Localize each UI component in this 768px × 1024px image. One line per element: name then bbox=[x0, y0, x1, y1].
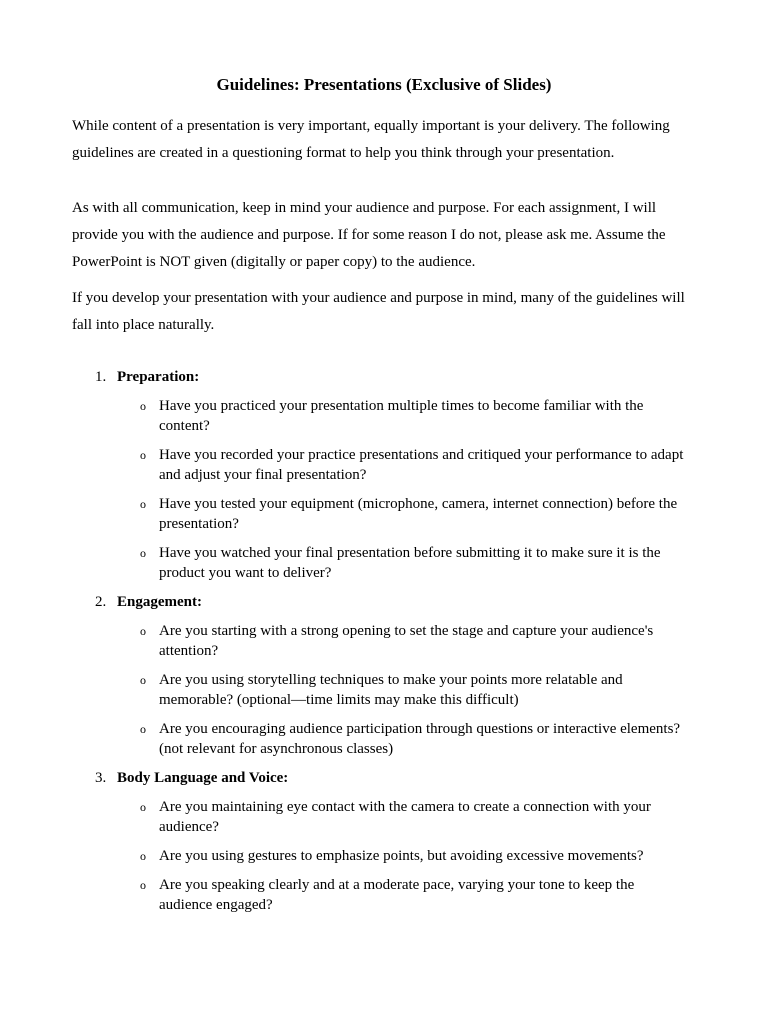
list-item bbox=[72, 797, 696, 837]
bullet-text: Have you practiced your presentation multiple times to become familiar with the content? bbox=[159, 398, 644, 434]
bullet-marker: o bbox=[140, 849, 146, 863]
bullet-marker: o bbox=[140, 800, 146, 814]
bullet-text: Are you encouraging audience participation through questions or interactive elements? (not relevant for asynchronous classes) bbox=[159, 721, 681, 757]
bullet-text: Are you starting with a strong opening to set the stage and capture your audience's attention? bbox=[159, 623, 654, 659]
section-number: 1. bbox=[95, 369, 107, 385]
bullet-marker: o bbox=[140, 546, 146, 560]
section-heading bbox=[72, 367, 696, 387]
section-engagement bbox=[72, 592, 696, 759]
intro-paragraph: While content of a presentation is very important, equally important is your delivery. The following guidelines are created in a questioning format to help you think through your presentation. bbox=[72, 118, 670, 161]
list-item bbox=[72, 543, 696, 583]
section-preparation bbox=[72, 367, 696, 583]
list-item bbox=[72, 494, 696, 534]
bullet-text: Have you watched your final presentation before submitting it to make sure it is the product you want to deliver? bbox=[159, 545, 661, 581]
audience-paragraph: As with all communication, keep in mind your audience and purpose. For each assignment, I will provide you with the audience and purpose. If for some reason I do not, please ask me. Assume the PowerPoint is NOT given (digitally or paper copy) to the audience. bbox=[72, 200, 666, 270]
list-item bbox=[72, 670, 696, 710]
bullet-marker: o bbox=[140, 497, 146, 511]
bullet-marker: o bbox=[140, 399, 146, 413]
bullet-marker: o bbox=[140, 448, 146, 462]
guideline-sections bbox=[72, 367, 696, 915]
section-number: 3. bbox=[95, 770, 107, 786]
bullet-list bbox=[72, 396, 696, 583]
section-title: Body Language and Voice: bbox=[117, 770, 289, 786]
bullet-text: Are you using gestures to emphasize points, but avoiding excessive movements? bbox=[159, 848, 644, 864]
list-item bbox=[72, 846, 696, 866]
section-title: Engagement: bbox=[117, 594, 202, 610]
bullet-list bbox=[72, 621, 696, 759]
bullet-marker: o bbox=[140, 624, 146, 638]
bullet-text: Are you using storytelling techniques to make your points more relatable and memorable? (optional—time limits may make this difficult) bbox=[159, 672, 623, 708]
bullet-marker: o bbox=[140, 722, 146, 736]
section-title: Preparation: bbox=[117, 369, 200, 385]
list-item bbox=[72, 875, 696, 915]
bullet-text: Are you speaking clearly and at a moderate pace, varying your tone to keep the audience engaged? bbox=[159, 877, 635, 913]
section-heading bbox=[72, 768, 696, 788]
bullet-marker: o bbox=[140, 878, 146, 892]
bullet-text: Have you recorded your practice presentations and critiqued your performance to adapt and adjust your final presentation? bbox=[159, 447, 684, 483]
bullet-list bbox=[72, 797, 696, 915]
bullet-text: Are you maintaining eye contact with the camera to create a connection with your audience? bbox=[159, 799, 651, 835]
section-heading bbox=[72, 592, 696, 612]
list-item bbox=[72, 719, 696, 759]
section-body-language-and-voice bbox=[72, 768, 696, 915]
list-item bbox=[72, 396, 696, 436]
section-number: 2. bbox=[95, 594, 107, 610]
bullet-text: Have you tested your equipment (microphone, camera, internet connection) before the presentation? bbox=[159, 496, 678, 532]
list-item bbox=[72, 445, 696, 485]
list-item bbox=[72, 621, 696, 661]
bullet-marker: o bbox=[140, 673, 146, 687]
document-title: Guidelines: Presentations (Exclusive of Slides) bbox=[216, 75, 552, 94]
purpose-paragraph: If you develop your presentation with your audience and purpose in mind, many of the guidelines will fall into place naturally. bbox=[72, 290, 685, 333]
